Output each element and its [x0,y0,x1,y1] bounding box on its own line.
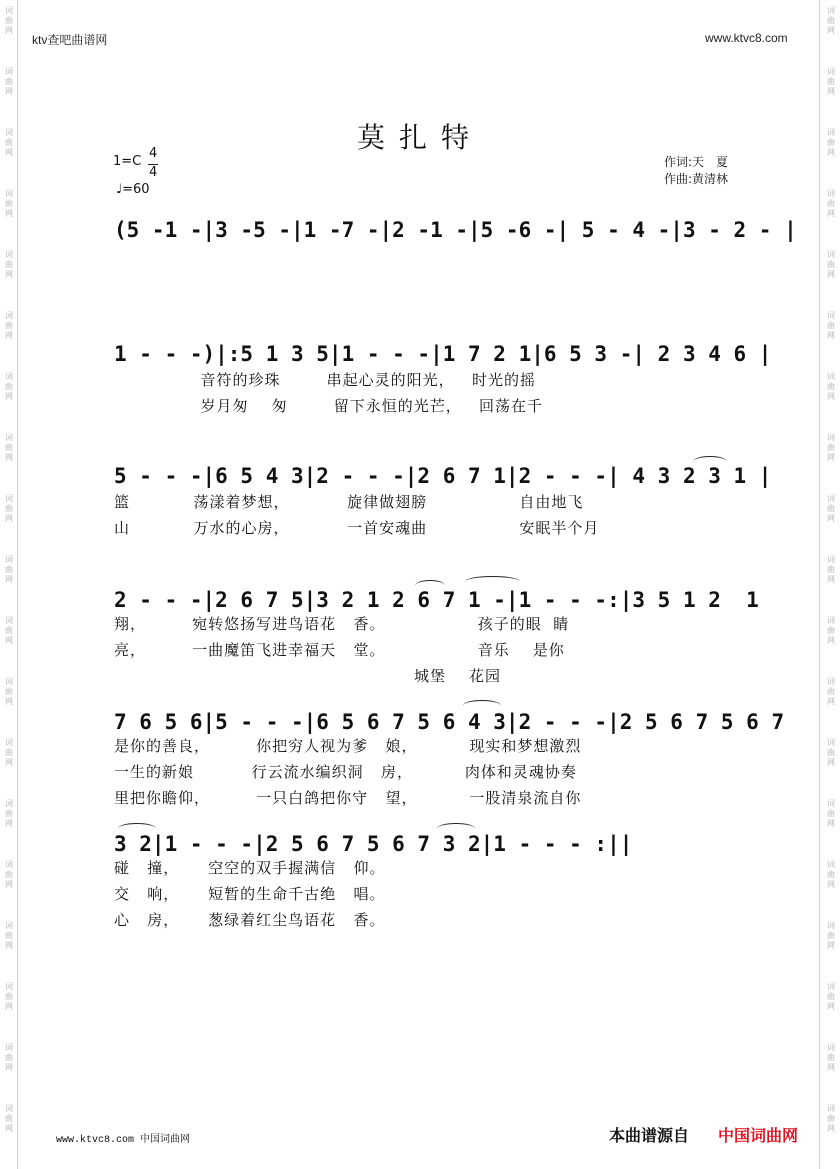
side-watermark: 词 曲 网 [5,372,13,401]
score-line-5: 7 6 5 6|5 - - -|6 5 6 7 5 6 4 3|2 - - -|2 5 6 7 5 6 7 [114,710,785,734]
side-watermark: 词 曲 网 [5,921,13,950]
lyrics-line-4-verse-1: 翔， 宛转悠扬写进鸟语花 香。 孩子的眼 睛 [114,615,570,633]
score-line-3: 5 - - -|6 5 4 3|2 - - -|2 6 7 1|2 - - -| 4 3 2 3 1 | [114,464,772,488]
header-site-name: ktv查吧曲谱网 [32,33,108,47]
side-watermark: 词 曲 网 [827,616,835,645]
side-watermark: 词 曲 网 [827,982,835,1011]
lyrics-line-4-verse-2: 亮， 一曲魔笛飞进幸福天 堂。 音乐 是你 [114,641,565,659]
side-watermark: 词 曲 网 [5,616,13,645]
side-watermark: 词 曲 网 [5,433,13,462]
lyricist-credit: 作词:天 夏 [664,155,729,169]
tie-slur [465,576,520,587]
side-watermark: 词 曲 网 [5,128,13,157]
tie-slur [693,456,727,467]
side-watermark: 词 曲 网 [5,1104,13,1133]
side-watermark: 词 曲 网 [5,677,13,706]
header-site-url: www.ktvc8.com [705,31,788,45]
side-watermark: 词 曲 网 [827,860,835,889]
lyrics-line-5-verse-3: 里把你瞻仰， 一只白鸽把你守 望， 一股清泉流自你 [114,789,582,807]
time-signature-bottom: 4 [149,165,158,180]
side-watermark: 词 曲 网 [5,799,13,828]
side-watermark: 词 曲 网 [5,860,13,889]
lyrics-line-6-verse-1: 碰 撞， 空空的双手握满信 仰。 [114,859,386,877]
lyrics-line-5-verse-1: 是你的善良， 你把穷人视为爹 娘， 现实和梦想激烈 [114,737,582,755]
score-line-2: 1 - - -)|:5 1 3 5|1 - - -|1 7 2 1|6 5 3 -| 2 3 4 6 | [114,342,772,366]
lyrics-line-3-verse-2: 山 万水的心房， 一首安魂曲 安眠半个月 [114,519,600,537]
song-title: 莫扎特 [356,121,483,154]
tempo-marking: ♩=60 [116,182,150,197]
tie-slur [437,823,475,834]
side-watermark: 词 曲 网 [827,677,835,706]
side-watermark: 词 曲 网 [5,189,13,218]
side-watermark: 词 曲 网 [5,250,13,279]
score-line-1: (5 -1 -|3 -5 -|1 -7 -|2 -1 -|5 -6 -| 5 - 4 -|3 - 2 - | [114,218,797,242]
side-watermark: 词 曲 网 [827,799,835,828]
time-signature-top: 4 [149,146,158,161]
key-signature: 1=C [113,154,142,169]
lyrics-line-6-verse-3: 心 房， 葱绿着红尘鸟语花 香。 [114,911,386,929]
side-watermark: 词 曲 网 [5,311,13,340]
side-watermark: 词 曲 网 [827,1104,835,1133]
side-watermark: 词 曲 网 [827,189,835,218]
side-watermark: 词 曲 网 [5,982,13,1011]
side-watermark: 词 曲 网 [827,128,835,157]
side-watermark: 词 曲 网 [5,555,13,584]
footer-brand-link[interactable]: 中国词曲网 [718,1126,799,1145]
side-watermark: 词 曲 网 [5,6,13,35]
side-watermark: 词 曲 网 [827,1043,835,1072]
lyrics-line-2-verse-1: 音符的珍珠 串起心灵的阳光， 时光的摇 [114,371,536,389]
side-watermark: 词 曲 网 [827,67,835,96]
tie-slur [118,823,156,834]
composer-credit: 作曲:黄清林 [664,172,729,186]
side-watermark: 词 曲 网 [5,494,13,523]
side-watermark: 词 曲 网 [827,494,835,523]
footer-source-label: 本曲谱源自 [609,1126,690,1145]
side-watermark: 词 曲 网 [827,555,835,584]
side-watermark: 词 曲 网 [827,372,835,401]
lyrics-line-5-verse-2: 一生的新娘 行云流水编织洞 房， 肉体和灵魂协奏 [114,763,577,781]
side-watermark: 词 曲 网 [5,738,13,767]
lyrics-line-2-verse-2: 岁月匆 匆 留下永恒的光芒， 回荡在千 [114,397,544,415]
side-watermark: 词 曲 网 [5,1043,13,1072]
lyrics-line-6-verse-2: 交 响， 短暂的生命千古绝 唱。 [114,885,386,903]
lyrics-line-4-verse-3: 城堡 花园 [114,667,502,685]
footer-site-link[interactable]: www.ktvc8.com 中国词曲网 [56,1135,191,1146]
side-watermark: 词 曲 网 [827,250,835,279]
score-line-4: 2 - - -|2 6 7 5|3 2 1 2 6 7 1 -|1 - - -:|3 5 1 2 1 [114,588,772,612]
tie-slur [415,580,445,591]
tie-slur [463,700,501,711]
side-watermark: 词 曲 网 [827,311,835,340]
side-watermark: 词 曲 网 [827,921,835,950]
side-watermark: 词 曲 网 [827,6,835,35]
side-watermark: 词 曲 网 [827,433,835,462]
lyrics-line-3-verse-1: 篮 荡漾着梦想， 旋律做翅膀 自由地飞 [114,493,584,511]
side-watermark: 词 曲 网 [5,67,13,96]
side-watermark: 词 曲 网 [827,738,835,767]
score-line-6: 3 2|1 - - -|2 5 6 7 5 6 7 3 2|1 - - - :|| [114,832,633,856]
